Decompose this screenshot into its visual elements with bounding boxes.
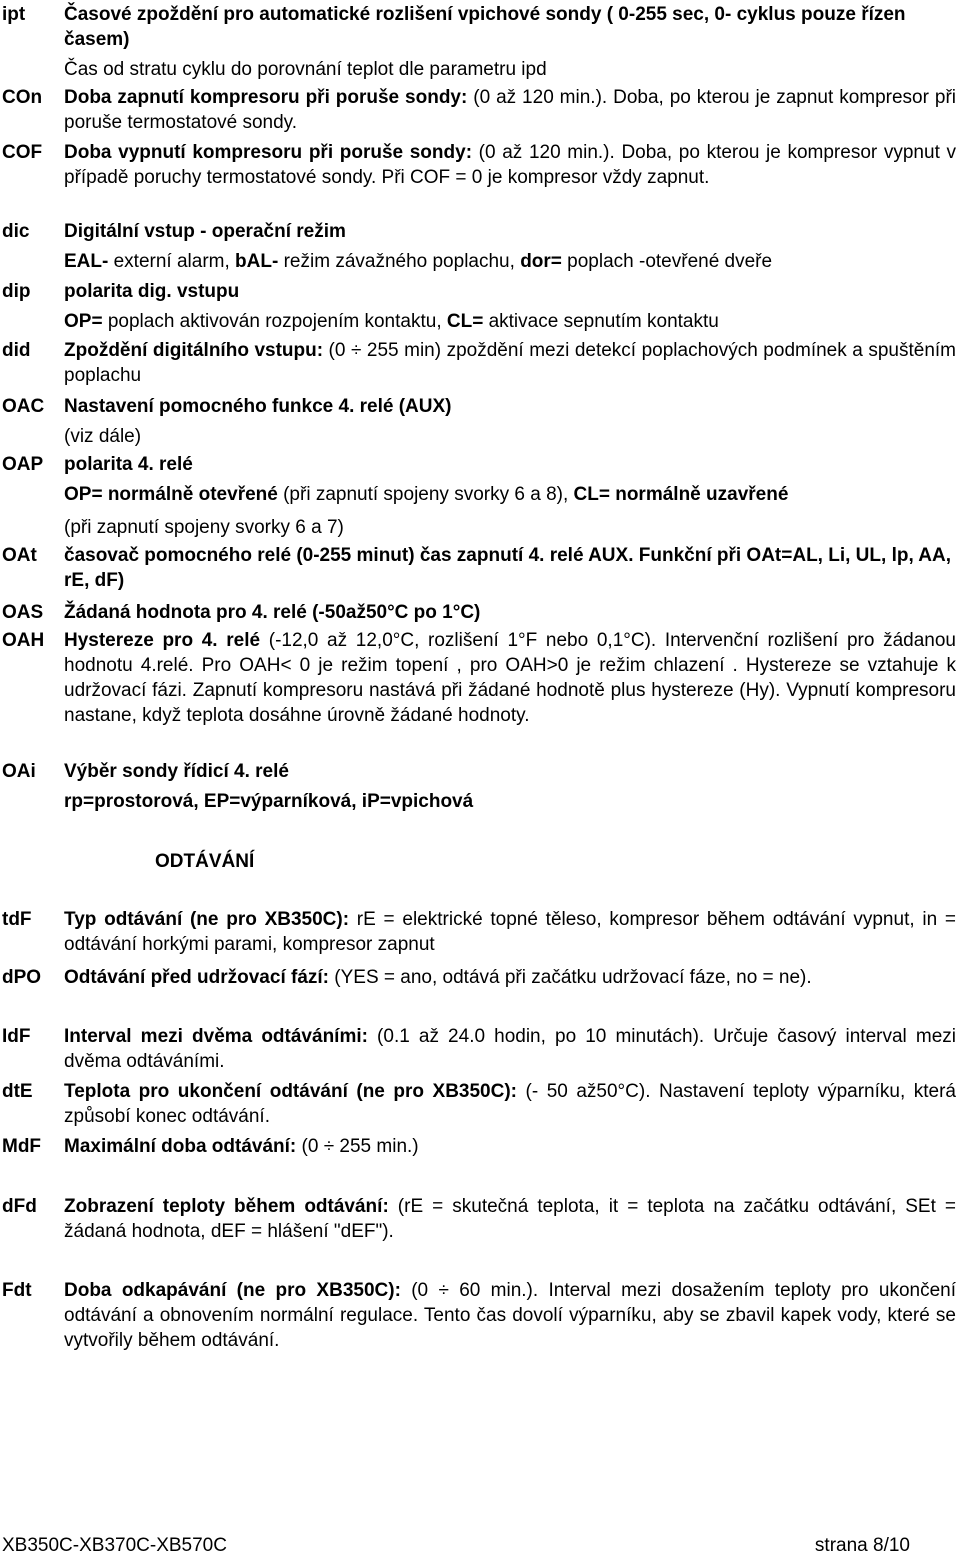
param-key: OAH <box>2 630 45 651</box>
text: (0.1 až 24.0 hodin, po 10 minutách). Určuje časový interval mezi dvěma odtáváními. <box>64 1026 956 1072</box>
text: Čas od stratu cyklu do porovnání teplot dle parametru ipd <box>64 59 547 80</box>
bold-text: dor= <box>520 251 562 272</box>
description-line <box>64 309 956 334</box>
description-line <box>64 482 956 507</box>
bold-text: OP= normálně otevřené <box>64 484 278 505</box>
bold-text: bAL- <box>235 251 279 272</box>
bold-text: rp=prostorová, EP=výparníková, iP=vpichová <box>64 791 474 812</box>
bold-text: Doba odkapávání (ne pro XB350C): <box>64 1280 401 1301</box>
param-description <box>64 1194 956 1244</box>
text: (- 50 až50°C). Nastavení teploty výparníku, která způsobí konec odtávání. <box>64 1081 956 1127</box>
bold-text: Časové zpoždění pro automatické rozlišení vpichové sondy ( 0-255 sec, 0- cyklus pouze řízen časem) <box>64 4 906 50</box>
bold-text: Digitální vstup - operační režim <box>64 221 346 242</box>
param-key: OAC <box>2 396 45 417</box>
bold-text: Zpoždění digitálního vstupu: <box>64 340 324 361</box>
param-key: MdF <box>2 1136 42 1157</box>
bold-text: Teplota pro ukončení odtávání (ne pro XB350C): <box>64 1081 517 1102</box>
text: poplach -otevřené dveře <box>561 251 773 272</box>
param-description <box>64 907 956 957</box>
bold-text: CL= normálně uzavřené <box>573 484 789 505</box>
param-key: OAi <box>2 761 36 782</box>
param-description <box>64 1134 956 1159</box>
param-description <box>64 1278 956 1353</box>
param-description <box>64 338 956 388</box>
text: rE = elektrické topné těleso, kompresor během odtávání vypnut, in = odtávání horkými parami, kompresor zapnut <box>64 909 956 955</box>
description-line <box>64 338 956 388</box>
bold-text: Interval mezi dvěma odtáváními: <box>64 1026 368 1047</box>
param-key: dic <box>2 221 30 242</box>
param-description <box>64 1024 956 1074</box>
text: (-12,0 až 12,0°C, rozlišení 1°F nebo 0,1°C). Intervenční rozlišení pro žádanou hodnotu 4.relé. Pro OAH< 0 je režim topení , pro OAH>0 je režim chlazení . Hystereze se vztahuje k udržovací fázi. Zapnutí kompresoru nastává při žádané hodnotě plus hystereze (Hy). Vypnutí kompresoru nastane, když teplota dosáhne úrovně žádané hodnoty. <box>64 630 956 726</box>
description-line <box>64 1079 956 1129</box>
text: (0 ÷ 60 min.). Interval mezi dosažením teploty pro ukončení odtávání a obnovením normální regulace. Tento čas dovolí výparníku, aby se zbavil kapek vody, které se vytvořily během odtávání. <box>64 1280 956 1351</box>
bold-text: Žádaná hodnota pro 4. relé (-50až50°C po 1°C) <box>64 602 481 623</box>
bold-text: CL= <box>446 311 484 332</box>
bold-text: polarita dig. vstupu <box>64 281 240 302</box>
description-line <box>64 628 956 728</box>
param-key: dFd <box>2 1196 37 1217</box>
description-line <box>64 424 956 449</box>
param-description <box>64 628 956 728</box>
param-description <box>64 543 956 593</box>
description-line <box>64 279 956 304</box>
text: poplach aktivován rozpojením kontaktu, <box>102 311 447 332</box>
description-line <box>64 394 956 419</box>
param-key: dPO <box>2 967 42 988</box>
text: režim závažného poplachu, <box>278 251 521 272</box>
description-line <box>64 600 956 625</box>
footer-page-number: strana 8/10 <box>814 1535 910 1556</box>
bold-text: Zobrazení teploty během odtávání: <box>64 1196 389 1217</box>
text: (0 až 120 min.). Doba, po kterou je kompresor vypnut v případě poruchy termostatové sondy. Při COF = 0 je kompresor vždy zapnut. <box>64 142 956 188</box>
description-line <box>64 219 956 244</box>
text: (YES = ano, odtává při začátku udržovací fáze, no = ne). <box>329 967 812 988</box>
description-line <box>64 965 956 990</box>
param-description <box>64 2 956 82</box>
param-description <box>64 140 956 190</box>
param-key: OAS <box>2 602 44 623</box>
text: externí alarm, <box>108 251 236 272</box>
param-key: ipt <box>2 4 26 25</box>
bold-text: Typ odtávání (ne pro XB350C): <box>64 909 350 930</box>
bold-text: Hystereze pro 4. relé <box>64 630 261 651</box>
text: (při zapnutí spojeny svorky 6 a 7) <box>64 517 344 538</box>
bold-text: Maximální doba odtávání: <box>64 1136 297 1157</box>
description-line <box>64 789 956 814</box>
description-line <box>64 1278 956 1353</box>
param-key: IdF <box>2 1026 31 1047</box>
text: (rE = skutečná teplota, it = teplota na začátku odtávání, SEt = žádaná hodnota, dEF = hlášení "dEF"). <box>64 1196 956 1242</box>
param-description <box>64 279 956 334</box>
param-description <box>64 85 956 135</box>
param-key: OAt <box>2 545 37 566</box>
param-description <box>64 759 956 814</box>
param-description <box>64 965 956 990</box>
description-line <box>64 907 956 957</box>
bold-text: OP= <box>64 311 103 332</box>
description-line <box>64 2 956 52</box>
text: (0 až 120 min.). Doba, po kterou je zapnut kompresor při poruše termostatové sondy. <box>64 87 956 133</box>
description-line <box>64 452 956 477</box>
description-line <box>64 1024 956 1074</box>
text: (0 ÷ 255 min) zpoždění mezi detekcí poplachových podmínek a spuštěním poplachu <box>64 340 956 386</box>
text: (při zapnutí spojeny svorky 6 a 8), <box>277 484 574 505</box>
bold-text: časovač pomocného relé (0-255 minut) čas zapnutí 4. relé AUX. Funkční při OAt=AL, Li, UL, lp, AA, rE, dF) <box>64 545 952 591</box>
param-key: tdF <box>2 909 32 930</box>
param-key: dtE <box>2 1081 33 1102</box>
bold-text: EAL- <box>64 251 109 272</box>
text: (viz dále) <box>64 426 142 447</box>
description-line <box>64 140 956 190</box>
description-line <box>64 515 956 540</box>
description-line <box>64 1134 956 1159</box>
param-description <box>64 452 956 540</box>
text: aktivace sepnutím kontaktu <box>483 311 719 332</box>
description-line <box>64 85 956 135</box>
param-key: Fdt <box>2 1280 32 1301</box>
param-key: did <box>2 340 31 361</box>
param-key: OAP <box>2 454 44 475</box>
param-description <box>64 1079 956 1129</box>
description-line <box>64 543 956 593</box>
footer-model: XB350C-XB370C-XB570C <box>2 1535 227 1556</box>
param-key: COn <box>2 87 43 108</box>
description-line <box>64 249 956 274</box>
param-description <box>64 219 956 274</box>
param-key: COF <box>2 142 43 163</box>
bold-text: Doba vypnutí kompresoru při poruše sondy: <box>64 142 473 163</box>
description-line <box>64 759 956 784</box>
bold-text: Výběr sondy řídicí 4. relé <box>64 761 289 782</box>
description-line <box>64 1194 956 1244</box>
description-line <box>64 57 956 82</box>
section-title-defrost: ODTÁVÁNÍ <box>155 851 255 872</box>
param-key: dip <box>2 281 31 302</box>
param-description <box>64 394 956 449</box>
param-description <box>64 600 956 625</box>
bold-text: Doba zapnutí kompresoru při poruše sondy: <box>64 87 468 108</box>
bold-text: Nastavení pomocného funkce 4. relé (AUX) <box>64 396 452 417</box>
bold-text: polarita 4. relé <box>64 454 193 475</box>
bold-text: Odtávání před udržovací fází: <box>64 967 329 988</box>
text: (0 ÷ 255 min.) <box>296 1136 419 1157</box>
